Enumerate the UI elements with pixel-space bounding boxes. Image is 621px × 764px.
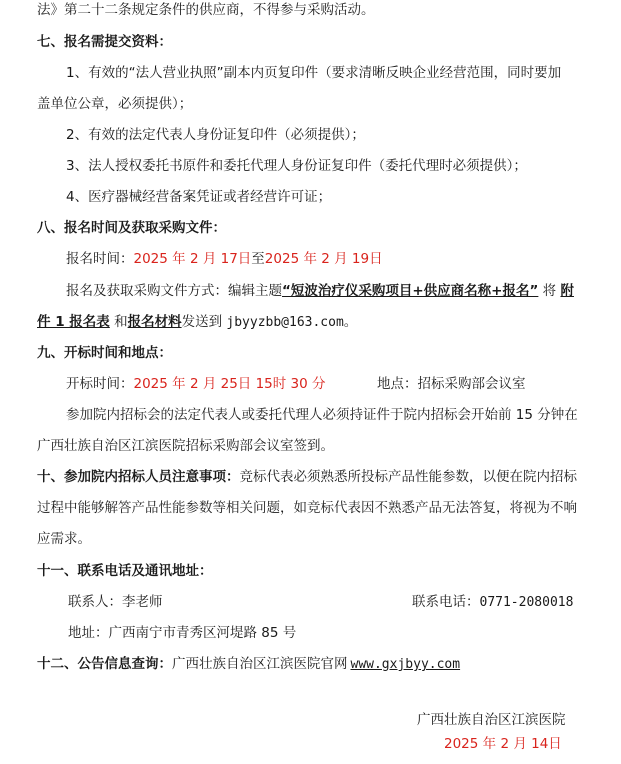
signature-organization: 广西壮族自治区江滨医院 [417,712,566,728]
section-12 [37,654,460,675]
text-line: 法》第二十二条规定条件的供应商，不得参与采购活动。 [37,2,375,18]
registration-email[interactable]: jbyyzbb@163.com [226,315,344,330]
send-to-text: 发送到 [181,314,227,330]
opening-time [66,374,326,394]
period: 。 [343,314,358,330]
registration-materials-link[interactable]: 报名材料 [127,314,182,330]
section-10-line-b: 过程中能够解答产品性能参数等相关问题，如竞标代表因不熟悉产品无法答复，将视为不响 [37,500,577,516]
item-4: 4、医疗器械经营备案凭证或者经营许可证； [66,189,332,205]
item-2: 2、有效的法定代表人身份证复印件（必须提供）； [66,127,365,143]
opening-time-label: 开标时间： [66,376,134,392]
signature-date: 2025 年 2 月 14日 [444,736,562,752]
registration-to: 至 [251,251,265,267]
contact-phone [412,592,573,613]
section-10-line-c: 应需求。 [37,531,91,547]
section-8-heading: 八、报名时间及获取采购文件： [37,220,226,236]
section-9-heading: 九、开标时间和地点： [37,345,172,361]
section-10-heading: 十、参加院内招标人员注意事项： [37,469,240,485]
section-12-heading: 十二、公告信息查询： [37,656,172,672]
section-11-heading: 十一、联系电话及通讯地址： [37,563,213,579]
registration-method-line-a [66,281,574,301]
opening-place: 地点：招标采购部会议室 [377,376,526,392]
and-text: 和 [109,314,128,330]
registration-start-date: 2025 年 2 月 17日 [133,251,252,267]
item-1-line-b: 盖单位公章，必须提供）； [37,96,193,112]
section-10-text-a: 竞标代表必须熟悉所投标产品性能参数，以便在院内招标 [239,469,577,485]
website-link[interactable]: www.gxjbyy.com [350,657,461,672]
section-12-text: 广西壮族自治区江滨医院官网 [172,656,348,672]
section-10-line-a [37,467,577,487]
contact-address: 地址：广西南宁市青秀区河堤路 85 号 [68,625,297,641]
opening-note-line-a: 参加院内招标会的法定代表人或委托代理人必须持证件于院内招标会开始前 15 分钟在 [66,407,578,423]
registration-method-line-b [37,312,357,333]
attachment-link-part-1[interactable]: 附 [560,283,574,299]
contact-phone-number: 0771-2080018 [479,595,574,610]
contact-phone-label: 联系电话： [412,594,480,610]
registration-time [66,249,383,269]
registration-time-label: 报名时间： [66,251,134,267]
opening-time-value: 2025 年 2 月 25日 15时 30 分 [133,376,326,392]
will-text: 将 [538,283,561,299]
registration-end-date: 2025 年 2 月 19日 [264,251,383,267]
opening-note-line-b: 广西壮族自治区江滨医院招标采购部会议室签到。 [37,438,334,454]
registration-method-label: 报名及获取采购文件方式：编辑主题 [66,283,282,299]
email-subject: “短波治疗仪采购项目+供应商名称+报名” [282,283,539,299]
section-7-heading: 七、报名需提交资料： [37,34,172,50]
attachment-link-part-2[interactable]: 件 1 报名表 [37,314,110,330]
item-3: 3、法人授权委托书原件和委托代理人身份证复印件（委托代理时必须提供）； [66,158,527,174]
item-1-line-a: 1、有效的“法人营业执照”副本内页复印件（要求清晰反映企业经营范围，同时要加 [66,65,562,81]
contact-person: 联系人：李老师 [68,594,163,610]
